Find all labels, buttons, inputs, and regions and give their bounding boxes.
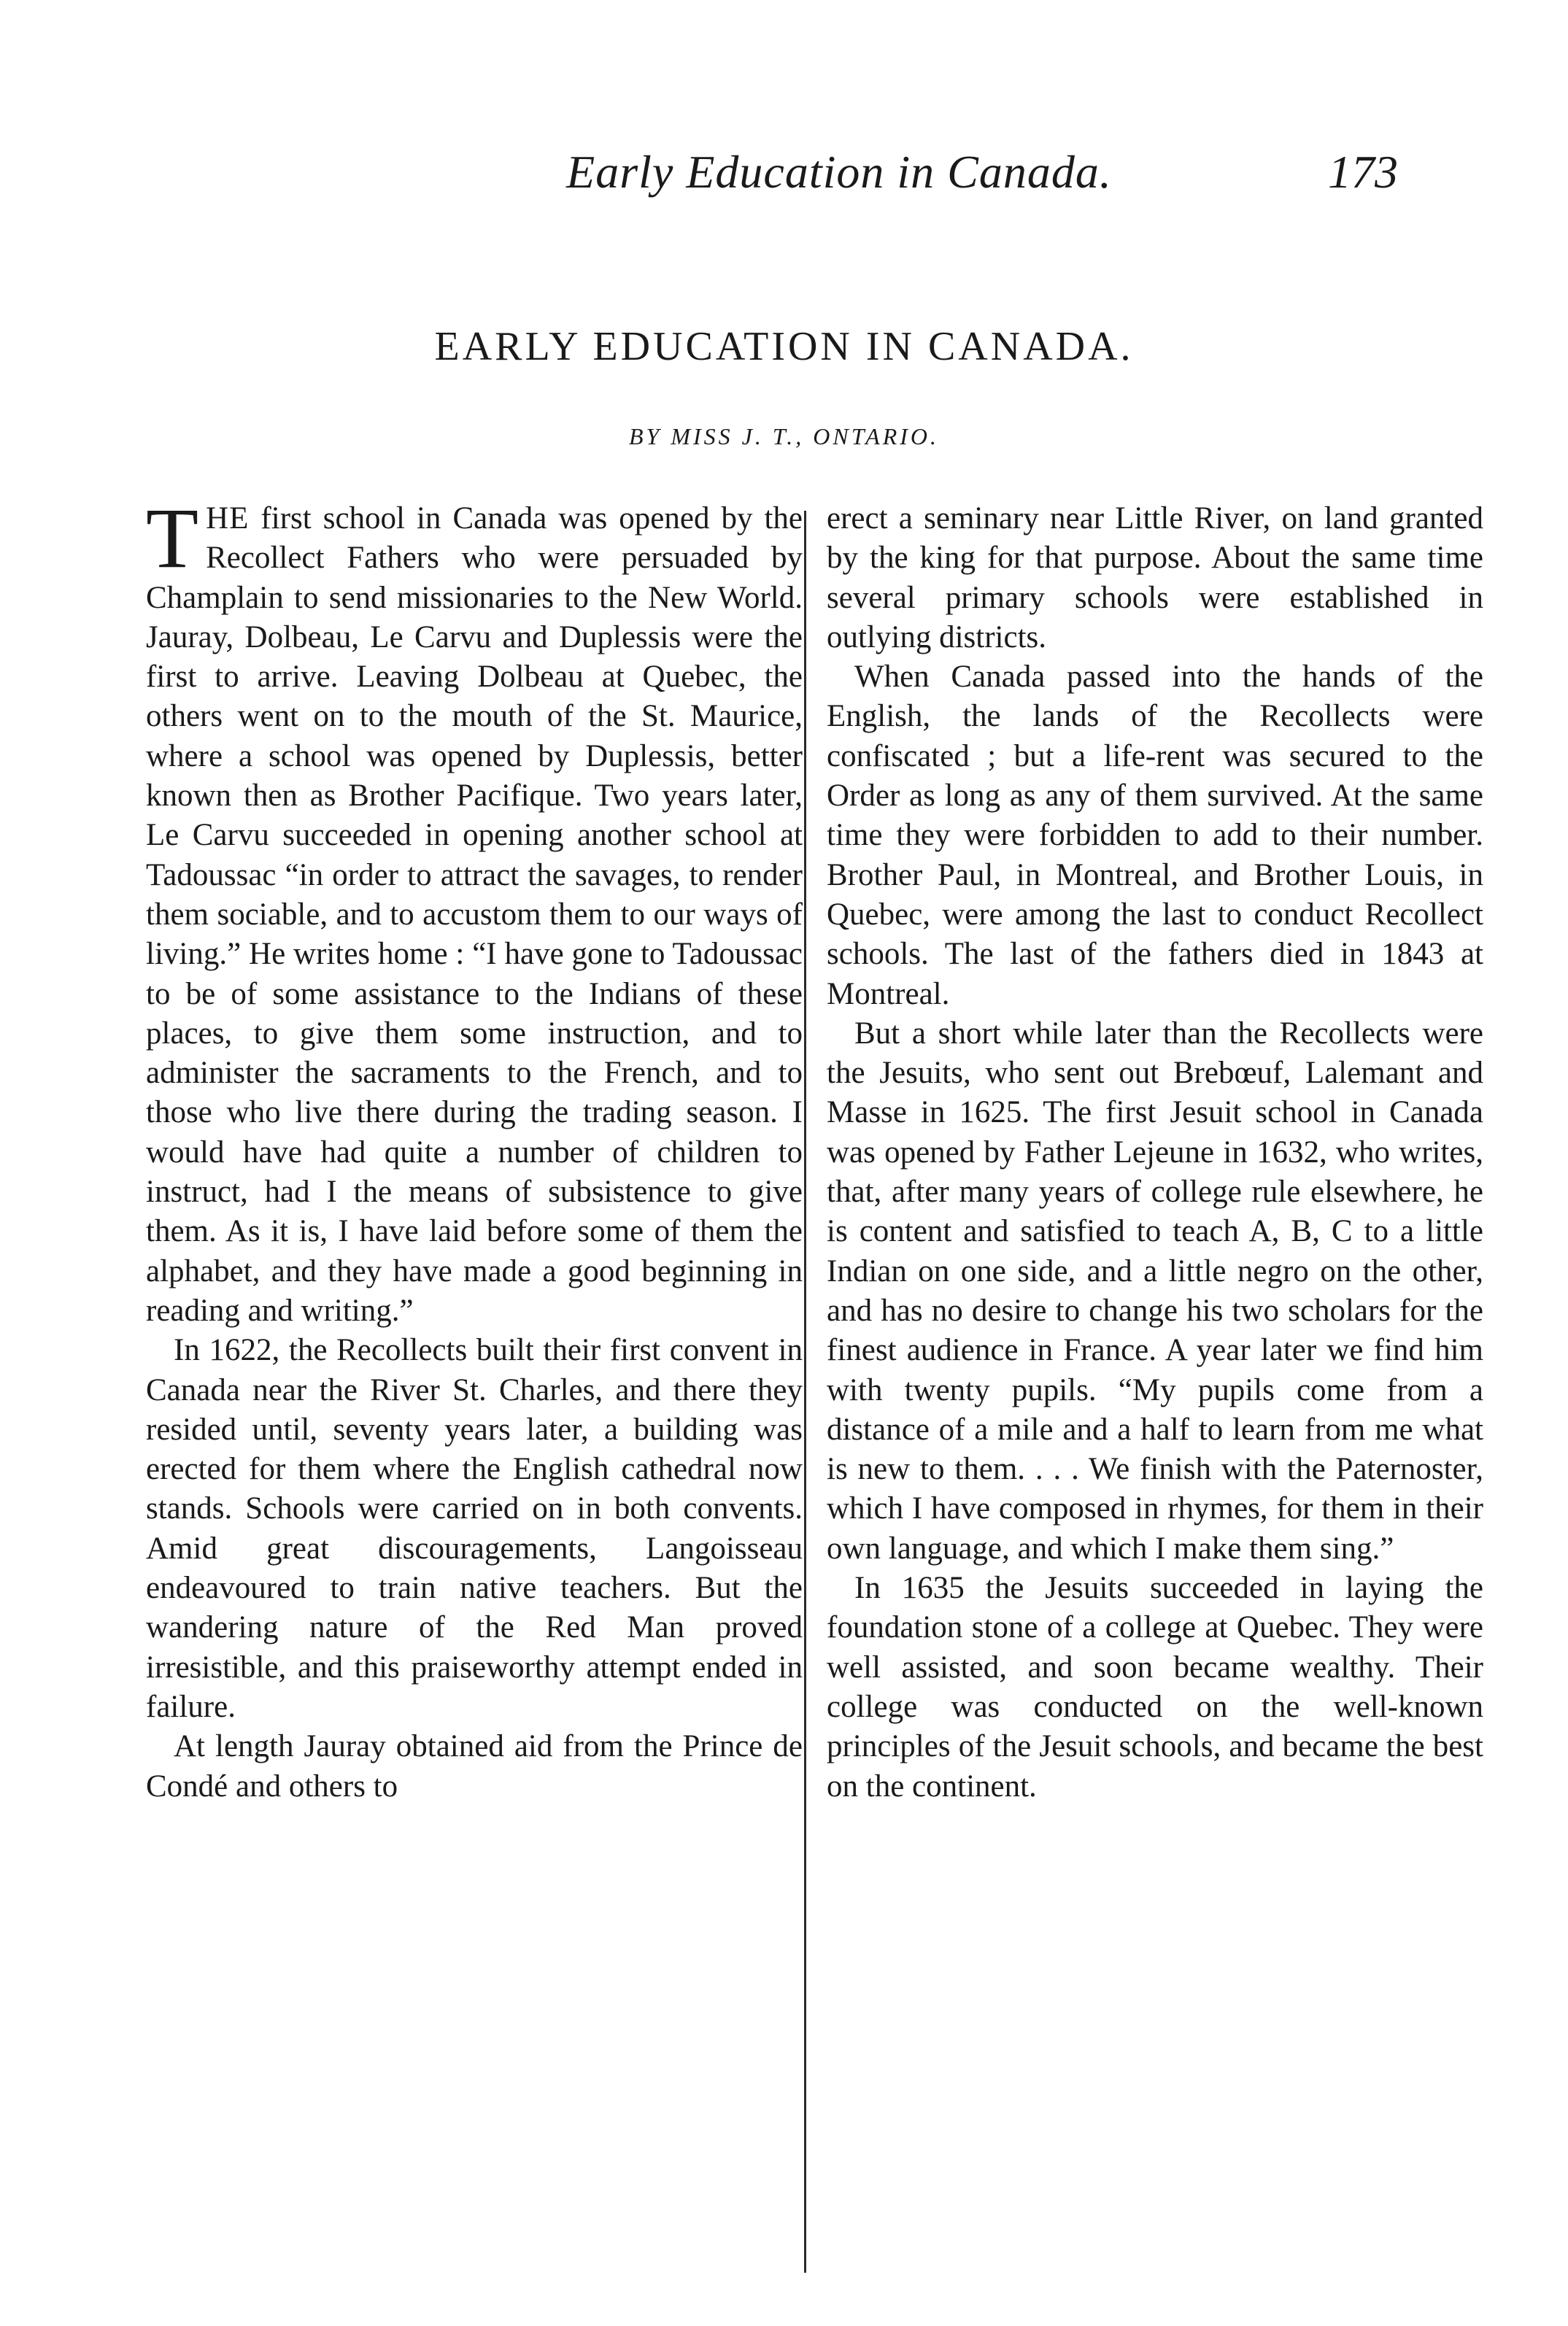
running-title: Early Education in Canada. bbox=[566, 146, 1112, 198]
paragraph: In 1622, the Recollects built their first convent in Canada near the River St. Charles, and there they resided until, seventy years later, a building was erected for them where the English cathedral now stands. Schools were carried on in both convents. Amid great discouragements, Langoisseau endeavoured to train native teachers. But the wandering nature of the Red Man proved irresistible, and this praiseworthy attempt ended in failure. bbox=[146, 1333, 803, 1724]
drop-cap: T bbox=[146, 490, 199, 586]
paragraph: erect a seminary near Little River, on land granted by the king for that purpose. About the same time several primary schools were established in outlying districts. bbox=[827, 501, 1483, 654]
paragraph: At length Jauray obtained aid from the Prince de Condé and others to bbox=[146, 1729, 803, 1804]
paragraph-text: first school in Canada was opened by the Recollect Fathers who were persuaded by Champlain to send missionaries to the New World. Jauray, Dolbeau, Le Carvu and Duplessis were the first to arrive. Leaving Dolbeau at Quebec, the others went on to the mouth of the St. Maurice, where a school was opened by Duplessis, better known then as Brother Pacifique. Two years later, Le Carvu succeeded in opening another school at Tadoussac “in order to attract the savages, to render them sociable, and to accustom them to our ways of living.” He writes home : “I have gone to Tadoussac to be of some assistance to the Indians of these places, to give them some instruction, and to administer the sacraments to the French, and to those who live there during the trading season. I would have had quite a number of children to instruct, had I the means of subsistence to give them. As it is, I have laid before some of them the alphabet, and they have made a good beginning in reading and writing.” bbox=[146, 501, 803, 1328]
lead-caps: HE bbox=[206, 501, 250, 536]
article-byline: BY MISS J. T., ONTARIO. bbox=[628, 423, 939, 449]
left-column bbox=[146, 490, 803, 1807]
running-head bbox=[0, 143, 1568, 201]
column-divider bbox=[804, 511, 806, 2273]
article-title: EARLY EDUCATION IN CANADA. bbox=[434, 324, 1134, 369]
paragraph: But a short while later than the Recollects were the Jesuits, who sent out Brebœuf, Lalemant and Masse in 1625. The first Jesuit school in Canada was opened by Father Lejeune in 1632, who writes, that, after many years of college rule elsewhere, he is content and satisfied to teach A, B, C to a little Indian on one side, and a little negro on the other, and has no desire to change his two scholars for the finest audience in France. A year later we find him with twenty pupils. “My pupils come from a distance of a mile and a half to learn from me what is new to them. . . . We finish with the Paternoster, which I have composed in rhymes, for them in their own language, and which I make them sing.” bbox=[827, 1016, 1483, 1566]
paragraph: In 1635 the Jesuits succeeded in laying the foundation stone of a college at Quebec. They were well assisted, and soon became wealthy. Their college was conducted on the well-known principles of the Jesuit schools, and became the best on the continent. bbox=[827, 1571, 1483, 1804]
page-number: 173 bbox=[1328, 146, 1398, 198]
paragraph bbox=[146, 490, 803, 1331]
right-column bbox=[827, 499, 1483, 1807]
paragraph: When Canada passed into the hands of the English, the lands of the Recollects were confiscated ; but a life-rent was secured to the Order as long as any of them survived. At the same time they were forbidden to add to their number. Brother Paul, in Montreal, and Brother Louis, in Quebec, were among the last to conduct Recollect schools. The last of the fathers died in 1843 at Montreal. bbox=[827, 660, 1483, 1011]
